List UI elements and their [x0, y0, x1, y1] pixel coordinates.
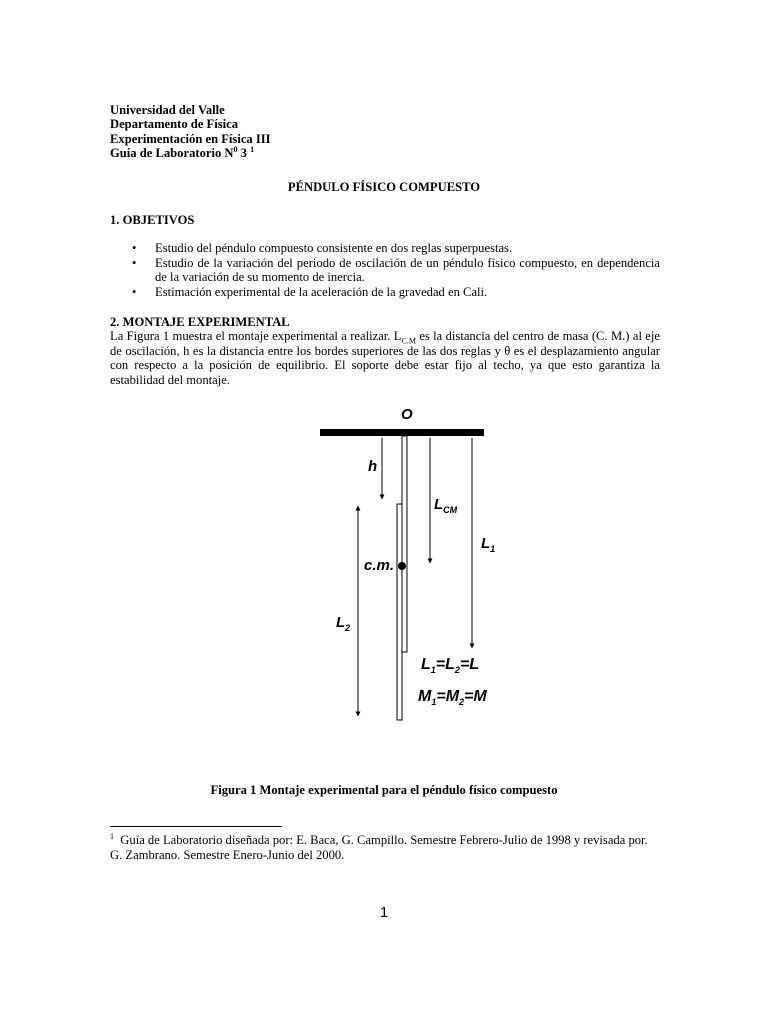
objectives-list: [110, 241, 660, 299]
header-course: Experimentación en Física III: [110, 131, 271, 146]
section-objectives-heading: 1. OBJETIVOS: [110, 213, 195, 227]
setup-paragraph: [110, 329, 660, 387]
list-item: [110, 241, 660, 256]
center-of-mass-dot: [398, 562, 406, 570]
pendulum-figure: [300, 400, 520, 730]
ruler-one: [402, 436, 407, 652]
eq1-b: =L: [435, 656, 455, 673]
label-h: h: [368, 458, 378, 475]
label-l1: [481, 535, 495, 552]
paragraph-text-1: La Figura 1 muestra el montaje experimental a realizar. L: [110, 329, 402, 343]
footnote-divider: [110, 826, 282, 827]
eq2-b: =M: [436, 688, 460, 705]
eq2-b-sub: 2: [459, 697, 465, 708]
label-l1-main: L: [481, 535, 491, 552]
footnote-text: Guía de Laboratorio diseñada por: E. Baca, G. Campillo. Semestre Febrero-Julio de 1998 y revisada por. G. Zambrano. Semestre Enero-Junio del 2000.: [110, 833, 648, 862]
header-guide: [110, 146, 271, 160]
page-title: PÉNDULO FÍSICO COMPUESTO: [287, 180, 481, 194]
support-bar: [320, 429, 484, 436]
list-item: [110, 285, 660, 300]
label-o: O: [401, 406, 413, 423]
list-item-text: Estudio de la variación del periodo de oscilación de un péndulo físico compuesto, en dependencia de la variación de su momento de inercia.: [155, 255, 660, 285]
label-lcm: [434, 496, 457, 513]
label-l2: [336, 614, 350, 631]
page-number: 1: [379, 904, 389, 921]
label-l1-sub: 1: [490, 544, 496, 554]
eq2-c: =M: [464, 688, 487, 705]
eq2-a: M: [418, 688, 432, 705]
bullet-icon: •: [132, 241, 137, 255]
pendulum-diagram: [300, 400, 520, 730]
equation-lengths: [421, 656, 479, 674]
list-item-text: Estimación experimental de la aceleración de la gravedad en Cali.: [155, 284, 488, 299]
eq1-c: =L: [459, 656, 480, 673]
bullet-icon: •: [132, 255, 137, 270]
bullet-icon: •: [132, 284, 137, 299]
header-block: [110, 103, 271, 161]
eq1-a-sub: 1: [430, 665, 436, 676]
label-l2-sub: 2: [345, 623, 351, 633]
header-guide-number: 3: [237, 146, 251, 161]
header-university: Universidad del Valle: [110, 103, 225, 117]
ruler-two: [397, 504, 402, 720]
eq2-a-sub: 1: [431, 697, 437, 708]
eq1-a: L: [421, 656, 431, 673]
label-lcm-sub: CM: [443, 505, 458, 515]
section-setup-heading: 2. MONTAJE EXPERIMENTAL: [110, 315, 290, 329]
list-item-text: Estudio del péndulo compuesto consistente en dos reglas superpuestas.: [155, 241, 513, 255]
paragraph-text-2: es la distancia del centro de masa (C. M.) al eje de oscilación, h es la distancia entre los bordes superiores de las dos reglas y θ es el desplazamiento angular con respecto a la posición de equilibrio. El soporte debe estar fijo al techo, ya que esto garantiza la estabilidad del montaje.: [110, 329, 660, 387]
label-cm: c.m.: [364, 557, 395, 574]
equation-masses: [418, 688, 487, 706]
header-department: Departamento de Física: [110, 117, 239, 132]
eq1-b-sub: 2: [454, 665, 460, 676]
figure-caption: Figura 1 Montaje experimental para el péndulo físico compuesto: [210, 783, 558, 797]
list-item: [110, 256, 660, 285]
header-guide-sup: 0: [233, 145, 238, 155]
paragraph-subscript: C.M: [401, 336, 416, 346]
label-lcm-main: L: [434, 496, 444, 513]
label-l2-main: L: [336, 614, 346, 631]
footnote-mark: 1: [110, 831, 114, 841]
footnote-reference[interactable]: 1: [250, 145, 255, 155]
footnote: [110, 833, 660, 863]
header-guide-text: Guía de Laboratorio N: [110, 146, 234, 161]
